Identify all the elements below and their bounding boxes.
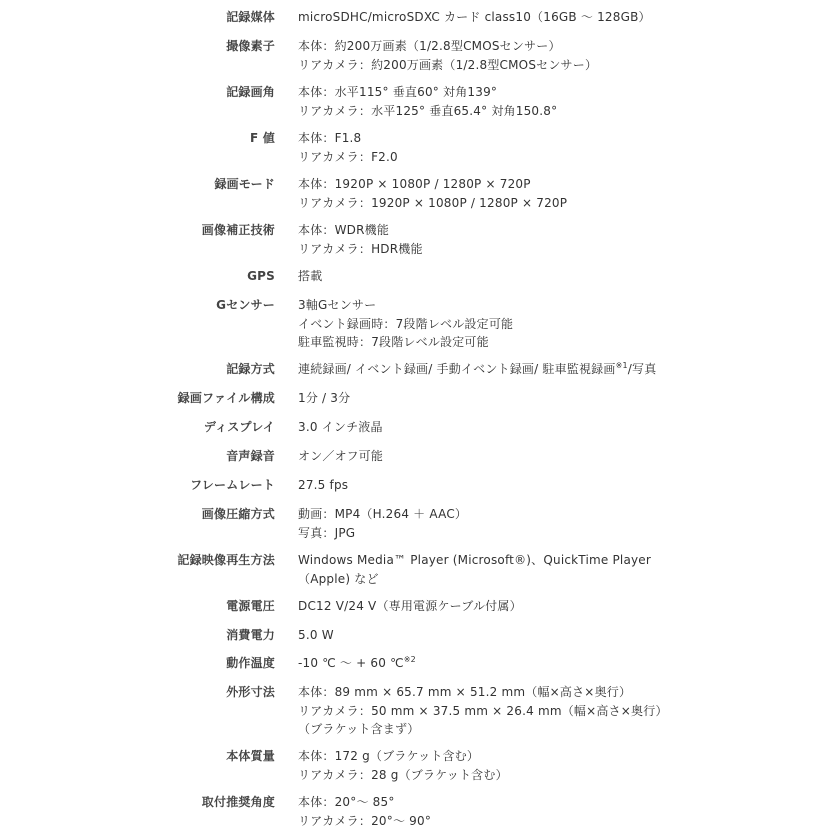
spec-value: [298, 654, 818, 673]
spec-row-gps: [0, 267, 833, 286]
spec-value-text: 連続録画/ イベント録画/ 手動イベント録画/ 駐車監視録画: [298, 362, 616, 376]
spec-value: 搭載: [298, 269, 323, 283]
spec-label: 撮像素子: [226, 39, 275, 53]
spec-row-operating-temperature: [0, 654, 833, 673]
spec-label: 電源電圧: [226, 599, 275, 613]
spec-value: 本体：WDR機能: [298, 223, 390, 237]
spec-row-image-correction: [0, 221, 833, 258]
spec-value: リアカメラ：28 g（ブラケット含む）: [298, 767, 508, 782]
spec-label: 動作温度: [226, 656, 275, 670]
spec-values: [298, 747, 818, 784]
spec-label: 画像補正技術: [201, 223, 275, 237]
spec-value: [298, 360, 818, 379]
spec-value: リアカメラ：20°〜 90°: [298, 813, 432, 828]
spec-value: リアカメラ：50 mm × 37.5 mm × 26.4 mm（幅×高さ×奥行）: [298, 703, 668, 718]
spec-values: [298, 175, 818, 212]
spec-row-recording-method: [0, 360, 833, 379]
spec-value: 3軸Gセンサー: [298, 298, 377, 312]
spec-values: [298, 360, 818, 379]
spec-value: （Apple) など: [298, 571, 379, 586]
spec-row-display: [0, 418, 833, 437]
spec-label: 取付推奨角度: [201, 795, 275, 809]
spec-row-frame-rate: [0, 476, 833, 495]
spec-value: リアカメラ：1920P × 1080P / 1280P × 720P: [298, 195, 568, 210]
spec-row-audio-recording: [0, 447, 833, 466]
spec-label: 本体質量: [226, 749, 275, 763]
spec-row-mount-angle: [0, 793, 833, 830]
spec-value: リアカメラ：約200万画素（1/2.8型CMOSセンサー）: [298, 57, 598, 72]
spec-values: [298, 8, 818, 27]
spec-label: 記録方式: [226, 362, 275, 376]
spec-value: 27.5 fps: [298, 478, 349, 492]
spec-values: [298, 597, 818, 616]
spec-row-image-sensor: [0, 37, 833, 74]
spec-value: リアカメラ：F2.0: [298, 149, 398, 164]
spec-row-weight: [0, 747, 833, 784]
spec-value: 1分 / 3分: [298, 391, 351, 405]
spec-row-compression: [0, 505, 833, 542]
spec-value: リアカメラ：水平125° 垂直65.4° 対角150.8°: [298, 103, 558, 118]
spec-values: [298, 476, 818, 495]
spec-row-recording-media: [0, 8, 833, 27]
spec-values: [298, 683, 818, 739]
spec-value: 5.0 W: [298, 628, 334, 642]
spec-value: 本体：20°〜 85°: [298, 795, 395, 809]
spec-value: 写真：JPG: [298, 525, 356, 540]
spec-values: [298, 654, 818, 673]
spec-values: [298, 221, 818, 258]
spec-row-recording-mode: [0, 175, 833, 212]
spec-label: F 値: [250, 131, 275, 145]
spec-row-view-angle: [0, 83, 833, 120]
spec-value: 本体：172 g（ブラケット含む）: [298, 749, 480, 763]
spec-label: 音声録音: [226, 449, 275, 463]
spec-row-playback: [0, 551, 833, 588]
spec-value: Windows Media™ Player (Microsoft®)、QuickTime Player: [298, 553, 652, 567]
spec-values: [298, 447, 818, 466]
spec-value: 本体：F1.8: [298, 131, 362, 145]
spec-value: 本体：約200万画素（1/2.8型CMOSセンサー）: [298, 39, 561, 53]
spec-row-f-number: [0, 129, 833, 166]
footnote-mark: ※1: [615, 361, 628, 370]
spec-value: イベント録画時：7段階レベル設定可能: [298, 316, 514, 331]
spec-values: [298, 418, 818, 437]
spec-value: DC12 V/24 V（専用電源ケーブル付属）: [298, 599, 522, 613]
spec-values: [298, 37, 818, 74]
spec-label: ディスプレイ: [203, 420, 275, 434]
footnote-mark: ※2: [403, 655, 416, 664]
spec-label: GPS: [247, 269, 275, 283]
spec-label: 記録媒体: [226, 10, 275, 24]
spec-value: 本体：1920P × 1080P / 1280P × 720P: [298, 177, 531, 191]
spec-values: [298, 296, 818, 352]
spec-label: 記録映像再生方法: [177, 553, 275, 567]
spec-value: microSDHC/microSDXC カード class10（16GB 〜 128GB）: [298, 10, 651, 24]
spec-values: [298, 389, 818, 408]
spec-row-g-sensor: [0, 296, 833, 352]
spec-value: リアカメラ：HDR機能: [298, 241, 423, 256]
spec-value: 駐車監視時：7段階レベル設定可能: [298, 335, 489, 349]
spec-value: 3.0 インチ液晶: [298, 420, 383, 434]
spec-value: （ブラケット含まず）: [298, 722, 420, 736]
spec-value: 本体：89 mm × 65.7 mm × 51.2 mm（幅×高さ×奥行）: [298, 685, 632, 699]
spec-label: Gセンサー: [216, 298, 275, 312]
spec-label: 画像圧縮方式: [201, 507, 275, 521]
spec-label: フレームレート: [190, 478, 275, 492]
spec-value: オン／オフ可能: [298, 449, 384, 463]
spec-values: [298, 83, 818, 120]
spec-value-suffix: /写真: [627, 362, 657, 376]
spec-values: [298, 793, 818, 830]
spec-values: [298, 505, 818, 542]
spec-values: [298, 626, 818, 645]
spec-row-power-voltage: [0, 597, 833, 616]
spec-row-power-consumption: [0, 626, 833, 645]
spec-values: [298, 551, 818, 588]
spec-label: 消費電力: [226, 628, 275, 642]
spec-row-dimensions: [0, 683, 833, 739]
spec-label: 外形寸法: [226, 685, 275, 699]
spec-label: 録画モード: [214, 177, 275, 191]
spec-row-file-structure: [0, 389, 833, 408]
spec-values: [298, 267, 818, 286]
spec-label: 録画ファイル構成: [177, 391, 275, 405]
spec-values: [298, 129, 818, 166]
spec-value: 本体：水平115° 垂直60° 対角139°: [298, 85, 498, 99]
spec-value: 動画：MP4（H.264 ＋ AAC）: [298, 507, 468, 521]
spec-value-text: -10 ℃ 〜 + 60 ℃: [298, 656, 404, 670]
spec-label: 記録画角: [226, 85, 275, 99]
